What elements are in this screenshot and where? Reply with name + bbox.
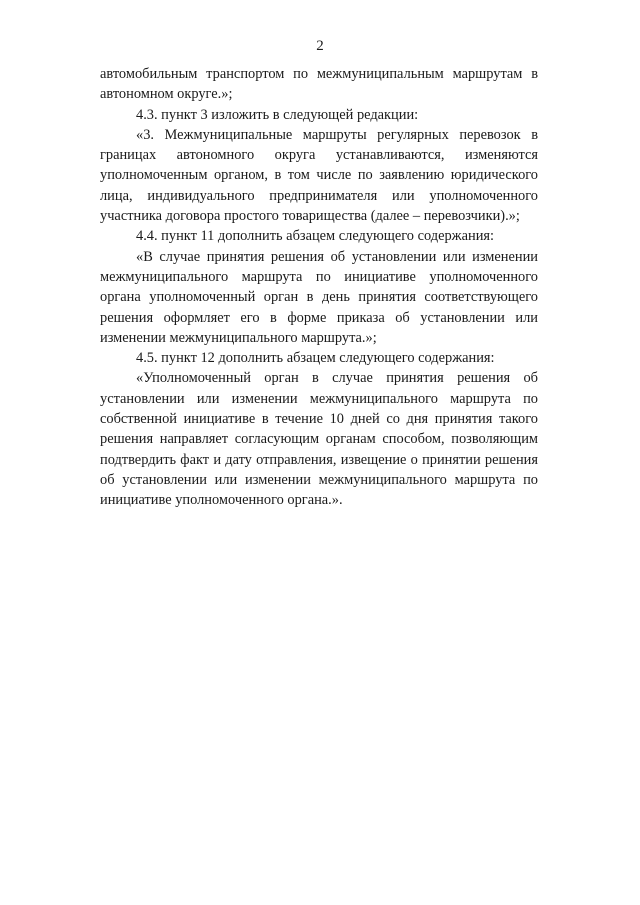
paragraph-item-4-4: 4.4. пункт 11 дополнить абзацем следующего содержания: xyxy=(136,228,495,245)
paragraph-item-4-5: 4.5. пункт 12 дополнить абзацем следующего содержания: xyxy=(136,350,495,367)
paragraph-clause-12-addition: «Уполномоченный орган в случае принятия решения об установлении или изменении межмуниципального маршрута по собственной инициативе в течение 10 дней со дня принятия такого решения направляет согласующим органам способом, позволяющим подтвердить факт и дату отправления, извещение о принятии решения об установлении или изменении межмуниципального маршрута по инициативе уполномоченного органа.». xyxy=(100,370,538,509)
paragraph-item-4-3: 4.3. пункт 3 изложить в следующей редакции: xyxy=(136,106,419,123)
paragraph-continuation: автомобильным транспортом по межмуниципальным маршрутам в автономном округе.»; xyxy=(100,66,538,103)
page-number: 2 xyxy=(316,38,324,54)
document-body xyxy=(100,64,538,511)
paragraph-clause-11-addition: «В случае принятия решения об установлении или изменении межмуниципального маршрута по инициативе уполномоченного органа уполномоченный орган в день принятия соответствующего решения оформляет его в форме приказа об установлении или изменении межмуниципального маршрута.»; xyxy=(100,248,538,346)
paragraph-clause-3: «3. Межмуниципальные маршруты регулярных перевозок в границах автономного округа устанавливаются, изменяются уполномоченным органом, в том числе по заявлению юридического лица, индивидуального предпринимателя или уполномоченного участника договора простого товарищества (далее – перевозчики).»; xyxy=(100,126,538,225)
